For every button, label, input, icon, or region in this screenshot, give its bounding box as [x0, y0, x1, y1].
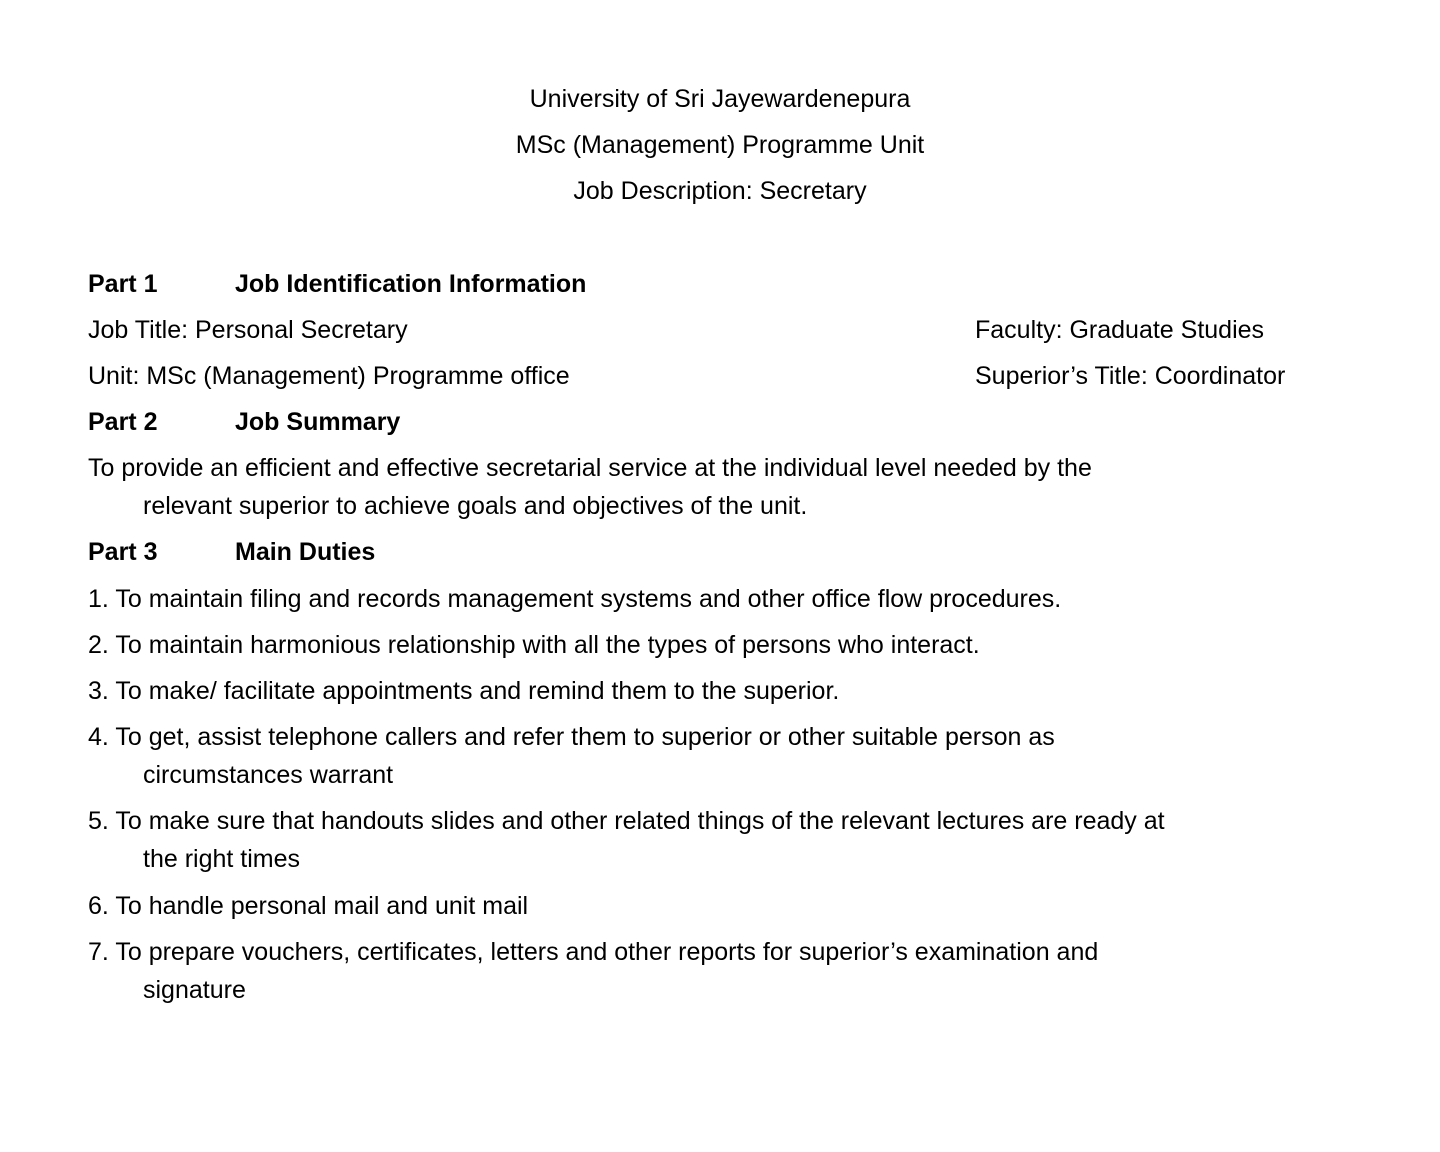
duty-line1: 1. To maintain filing and records management systems and other office flow procedures.	[88, 585, 1062, 613]
university-name: University of Sri Jayewardenepura	[529, 85, 911, 113]
part1-number: Part 1	[88, 270, 158, 298]
superior-title-field: Superior’s Title: Coordinator	[975, 362, 1286, 390]
duty-line1: 7. To prepare vouchers, certificates, letters and other reports for superior’s examination and	[88, 938, 1099, 966]
duty-line1: 3. To make/ facilitate appointments and remind them to the superior.	[88, 677, 840, 705]
duty-item	[88, 580, 1388, 618]
duty-item	[88, 802, 1388, 878]
duty-line2: circumstances warrant	[143, 761, 394, 789]
duty-line2: signature	[143, 976, 246, 1004]
duty-item	[88, 672, 1388, 710]
job-summary-line1: To provide an efficient and effective secretarial service at the individual level needed by the	[88, 454, 1092, 482]
job-summary-paragraph	[88, 449, 1388, 525]
duty-item	[88, 887, 1388, 925]
duty-line1: 4. To get, assist telephone callers and refer them to superior or other suitable person as	[88, 723, 1055, 751]
faculty-field: Faculty: Graduate Studies	[975, 316, 1265, 344]
unit-field: Unit: MSc (Management) Programme office	[88, 362, 570, 390]
duty-item	[88, 626, 1388, 664]
part3-number: Part 3	[88, 538, 158, 566]
duty-line2: the right times	[143, 845, 301, 873]
job-description-heading: Job Description: Secretary	[573, 177, 867, 205]
part3-title: Main Duties	[235, 538, 376, 566]
job-summary-line2: relevant superior to achieve goals and objectives of the unit.	[143, 492, 808, 520]
duty-item	[88, 718, 1388, 794]
duty-line1: 2. To maintain harmonious relationship with all the types of persons who interact.	[88, 631, 980, 659]
part1-title: Job Identification Information	[235, 270, 587, 298]
job-title-field: Job Title: Personal Secretary	[88, 316, 408, 344]
part2-number: Part 2	[88, 408, 158, 436]
duty-line1: 5. To make sure that handouts slides and other related things of the relevant lectures are ready at	[88, 807, 1165, 835]
duty-item	[88, 933, 1388, 1009]
part2-title: Job Summary	[235, 408, 401, 436]
programme-unit: MSc (Management) Programme Unit	[515, 131, 925, 159]
duty-line1: 6. To handle personal mail and unit mail	[88, 892, 529, 920]
